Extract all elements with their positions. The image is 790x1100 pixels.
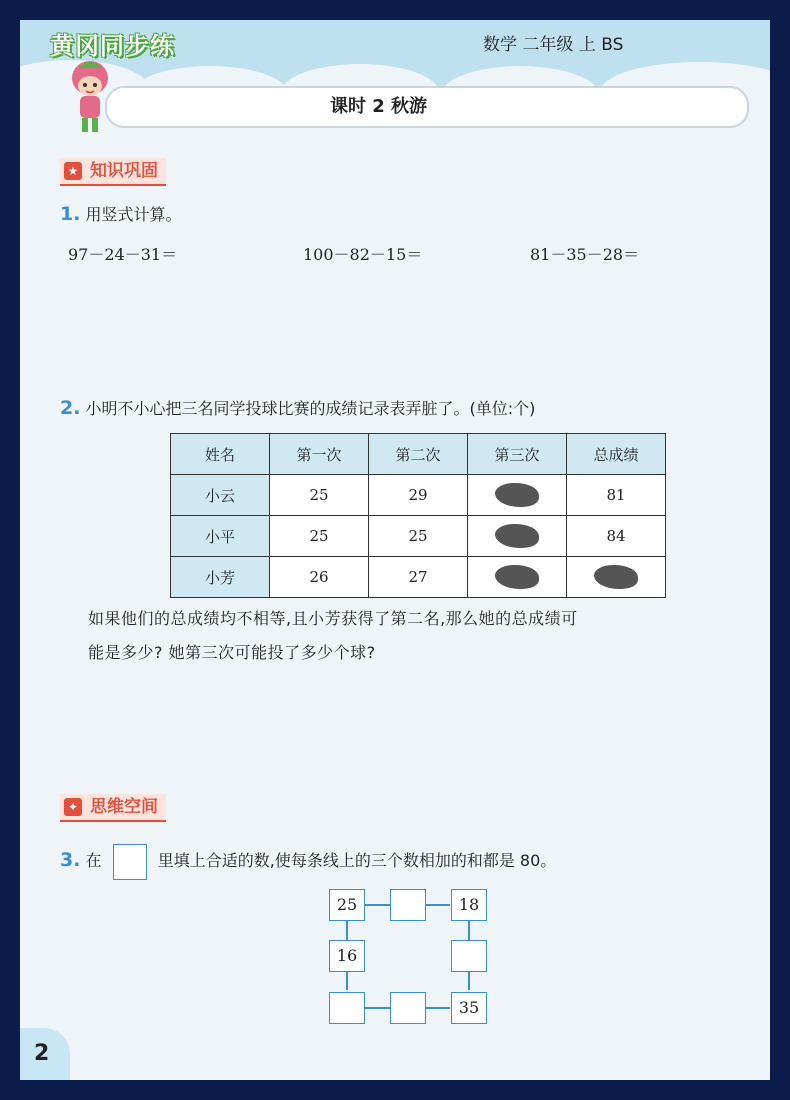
score-second: 25	[369, 516, 468, 557]
ink-blot-icon	[495, 524, 539, 548]
score-total: 81	[567, 475, 666, 516]
star-icon: ★	[64, 162, 82, 180]
question-2-prompt	[88, 602, 748, 670]
grid-cell-middle-left: 16	[329, 940, 365, 972]
page-number: 2	[20, 1028, 70, 1080]
score-third-smudged	[468, 475, 567, 516]
grid-cell-middle-right[interactable]	[451, 940, 487, 972]
student-name: 小芳	[171, 557, 270, 598]
grid-cell-top-middle[interactable]	[390, 889, 426, 921]
score-first: 26	[270, 557, 369, 598]
expression-2: 100－82－15＝	[303, 245, 423, 264]
workbook-page	[20, 20, 770, 1080]
answer-box-sample	[113, 844, 147, 880]
grid-cell-top-left: 25	[329, 889, 365, 921]
section-thinking-tag	[60, 794, 166, 822]
lightbulb-icon: ✦	[64, 798, 82, 816]
student-name: 小云	[171, 475, 270, 516]
grid-cell-bottom-right: 35	[451, 992, 487, 1024]
ink-blot-icon	[594, 565, 638, 589]
score-first: 25	[270, 475, 369, 516]
score-third-smudged	[468, 557, 567, 598]
grid-cell-bottom-middle[interactable]	[390, 992, 426, 1024]
score-first: 25	[270, 516, 369, 557]
question-2-prompt-line-1: 如果他们的总成绩均不相等,且小芳获得了第二名,那么她的总成绩可	[88, 609, 578, 628]
expression-3: 81－35－28＝	[530, 245, 640, 264]
question-3-text-after: 里填上合适的数,使每条线上的三个数相加的和都是 80。	[157, 851, 557, 870]
question-2-text: 小明不小心把三名同学投球比赛的成绩记录表弄脏了。(单位:个)	[85, 399, 536, 418]
table-row	[171, 516, 666, 557]
table-row	[171, 475, 666, 516]
score-total-smudged	[567, 557, 666, 598]
score-table	[170, 433, 666, 598]
question-1	[60, 202, 182, 225]
question-2-prompt-line-2: 能是多少? 她第三次可能投了多少个球?	[88, 643, 376, 662]
ink-blot-icon	[495, 483, 539, 507]
score-total: 84	[567, 516, 666, 557]
header-first: 第一次	[270, 434, 369, 475]
header-total: 总成绩	[567, 434, 666, 475]
header-second: 第二次	[369, 434, 468, 475]
grid-cell-bottom-left[interactable]	[329, 992, 365, 1024]
question-2	[60, 396, 535, 419]
section-knowledge-tag	[60, 158, 166, 186]
ink-blot-icon	[495, 565, 539, 589]
question-3-number: 3.	[60, 849, 81, 871]
student-name: 小平	[171, 516, 270, 557]
header-third: 第三次	[468, 434, 567, 475]
lesson-title: 课时 2 秋游	[330, 96, 428, 117]
table-header-row	[171, 434, 666, 475]
score-third-smudged	[468, 516, 567, 557]
header-name: 姓名	[171, 434, 270, 475]
grid-cell-top-right: 18	[451, 889, 487, 921]
section-thinking-label: 思维空间	[90, 797, 158, 817]
expression-1: 97－24－31＝	[68, 245, 178, 264]
series-logo: 黄冈同步练	[50, 32, 175, 60]
question-3	[60, 840, 556, 881]
section-knowledge-label: 知识巩固	[90, 161, 158, 181]
question-3-text-before: 在	[85, 851, 102, 870]
question-1-text: 用竖式计算。	[85, 205, 182, 224]
subject-grade-label: 数学 二年级 上 BS	[483, 35, 624, 55]
table-row	[171, 557, 666, 598]
score-second: 27	[369, 557, 468, 598]
score-second: 29	[369, 475, 468, 516]
mascot-icon	[68, 56, 112, 136]
question-1-number: 1.	[60, 203, 81, 225]
question-2-number: 2.	[60, 397, 81, 419]
